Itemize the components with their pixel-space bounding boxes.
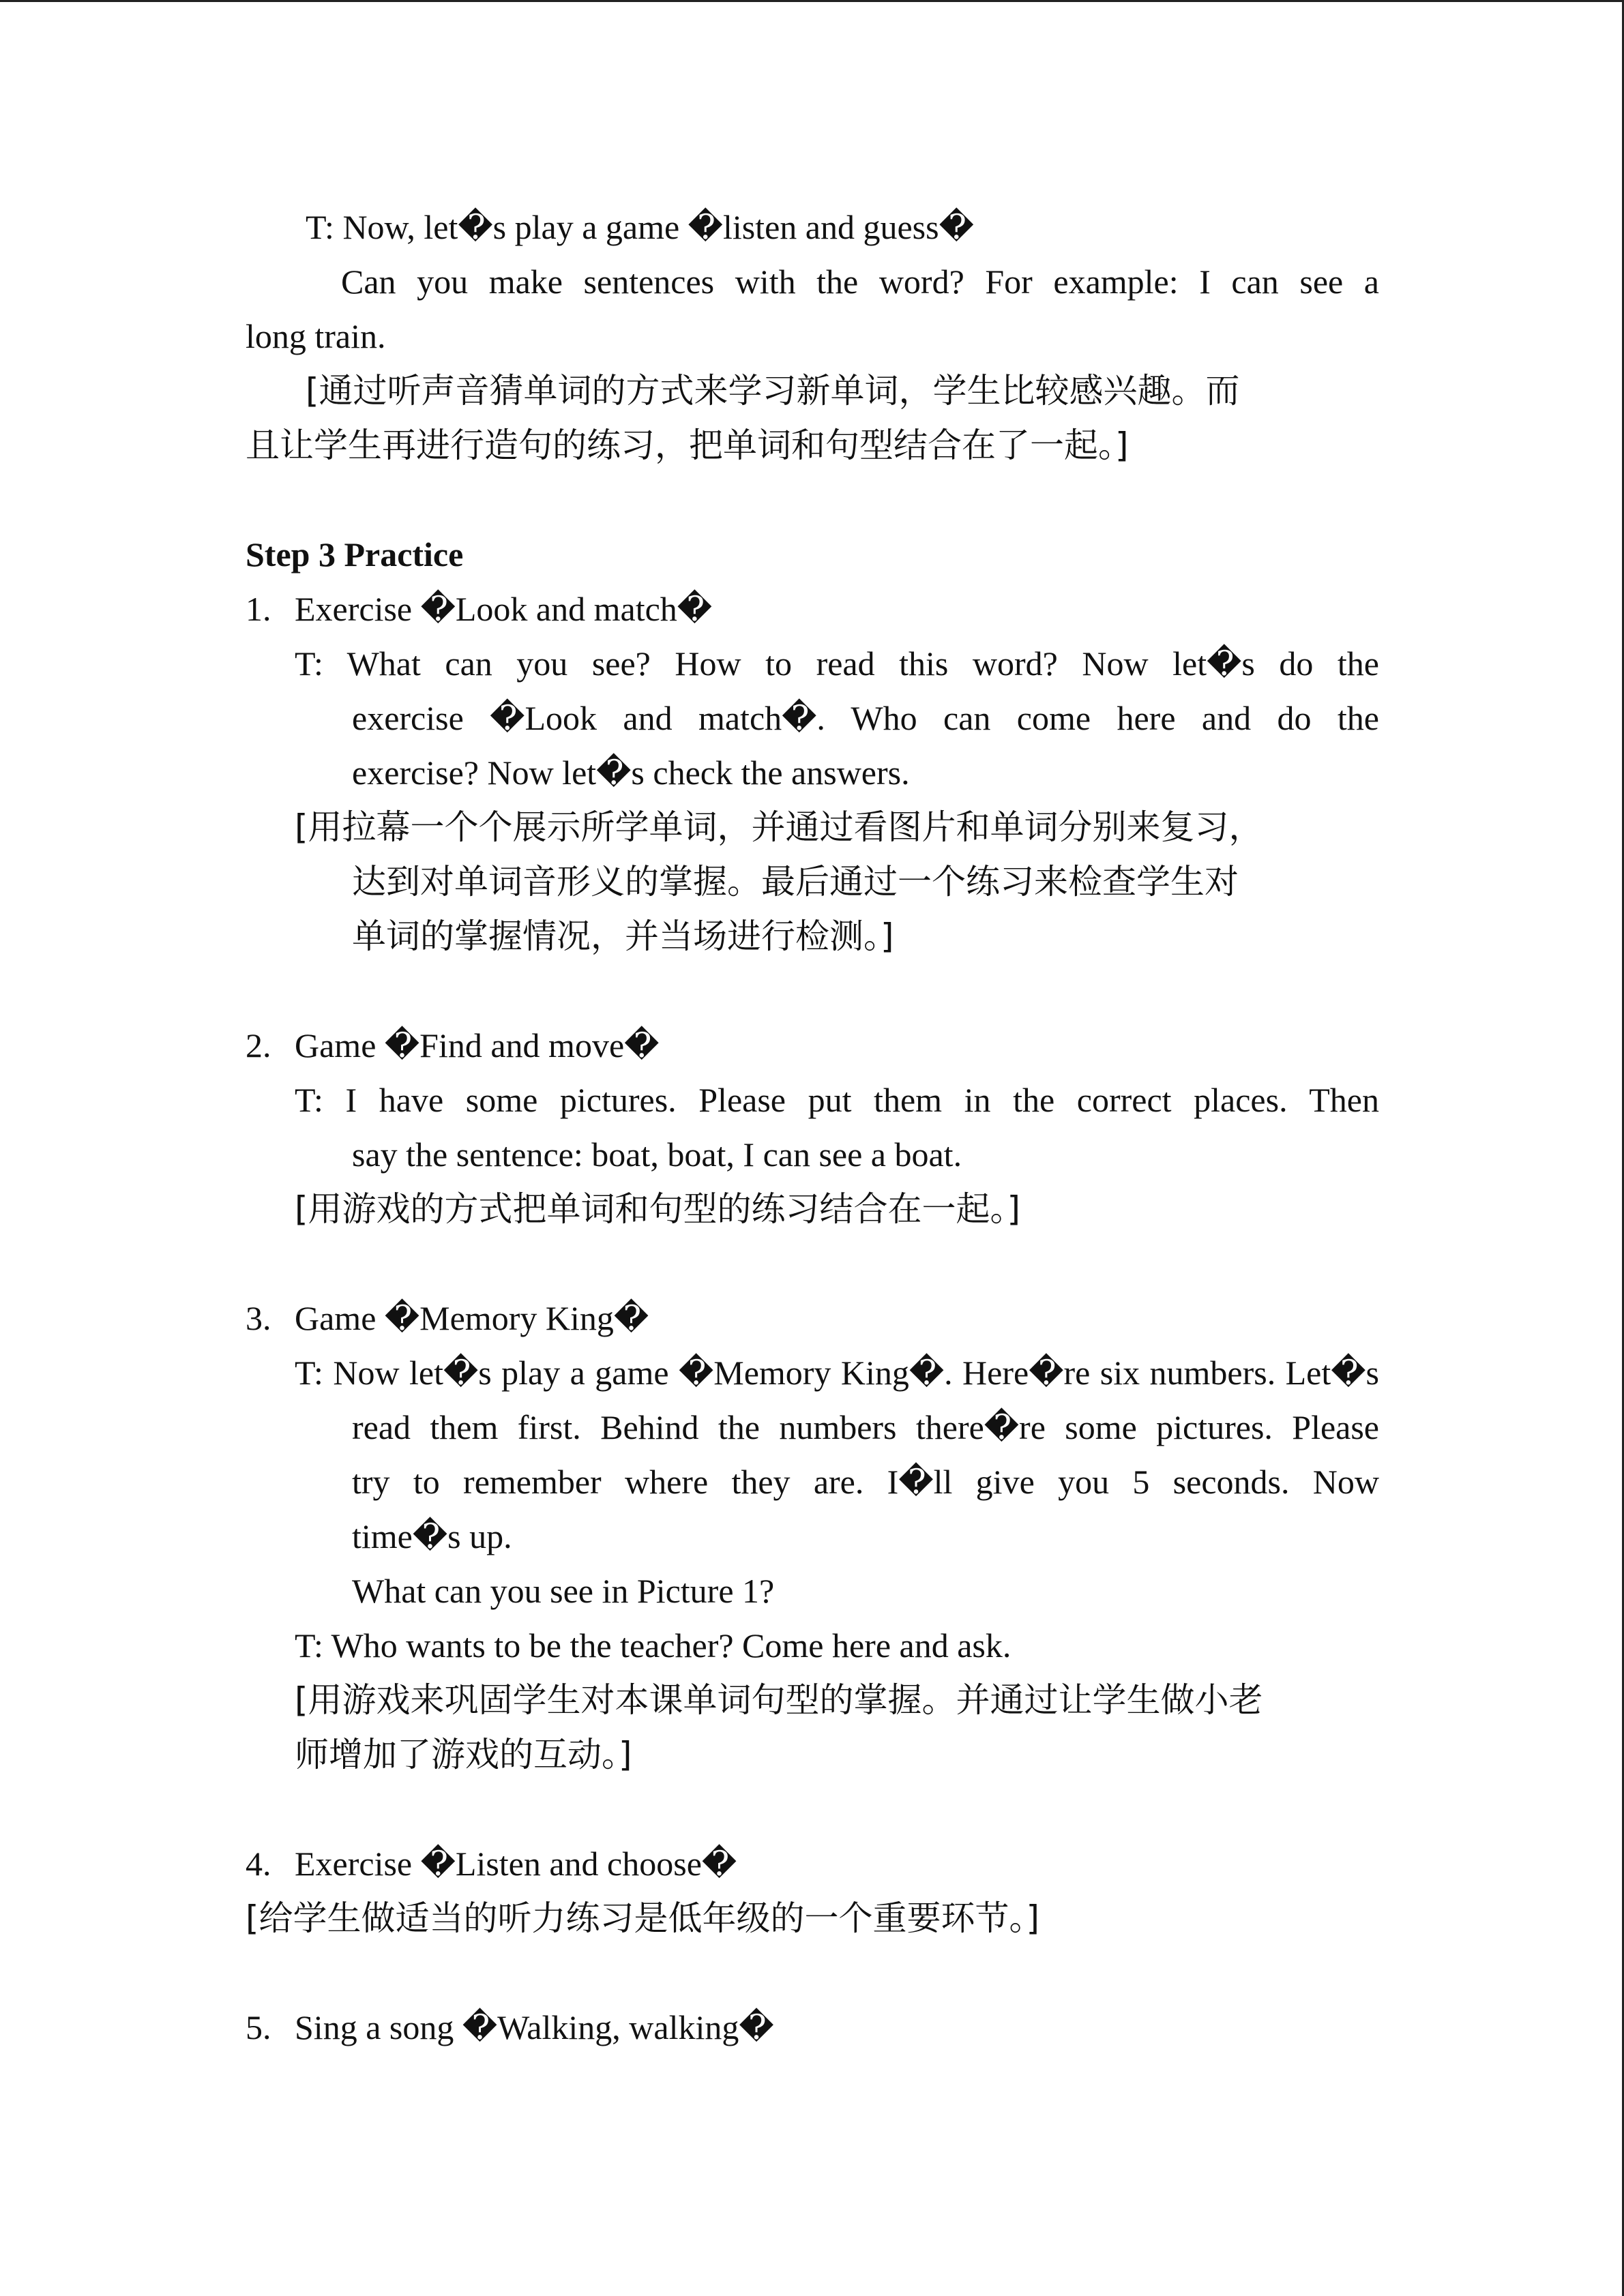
spacer — [246, 964, 1379, 1018]
teaching-note-line: [给学生做适当的听力练习是低年级的一个重要环节。] — [246, 1898, 1040, 1938]
teacher-line: read them first. Behind the numbers there�re some pictures. Please — [352, 1408, 1379, 1446]
spacer — [246, 1782, 1379, 1836]
teacher-line: T: Now let�s play a game �Memory King�. Here�re six numbers. Let�s — [295, 1354, 1379, 1392]
list-item-number: 2. — [246, 1026, 271, 1064]
teaching-note-line: 且让学生再进行造句的练习，把单词和句型结合在了一起。] — [246, 426, 1129, 465]
teaching-note-line: [用游戏来巩固学生对本课单词句型的掌握。并通过让学生做小老 — [295, 1680, 1263, 1720]
teacher-line-listen-and-guess: T: Now, let�s play a game �listen and guess� — [306, 208, 974, 246]
teacher-line: What can you see in Picture 1? — [352, 1572, 775, 1610]
list-item-number: 5. — [246, 2008, 271, 2046]
list-item-number: 4. — [246, 1845, 271, 1883]
teacher-line: exercise �Look and match�. Who can come here and do the — [352, 699, 1379, 737]
spacer — [246, 473, 1379, 527]
document-body — [246, 200, 1379, 2055]
teacher-line: say the sentence: boat, boat, I can see a boat. — [352, 1135, 962, 1174]
list-item-number: 3. — [246, 1299, 271, 1337]
teaching-note-line: 师增加了游戏的互动。] — [295, 1735, 632, 1774]
list-item-title — [246, 1836, 1379, 1891]
list-item-title — [246, 1291, 1379, 1345]
list-item-label: Exercise �Look and match� — [295, 590, 713, 628]
teaching-note-line: 单词的掌握情况，并当场进行检测。] — [352, 916, 894, 956]
teacher-line: T: What can you see? How to read this word? Now let�s do the — [295, 644, 1379, 683]
spacer — [246, 1945, 1379, 2000]
list-item-label: Sing a song �Walking, walking� — [295, 2008, 774, 2046]
list-item-title — [246, 582, 1379, 636]
teaching-note-line: 达到对单词音形义的掌握。最后通过一个练习来检查学生对 — [352, 862, 1239, 901]
section-heading-step3: Step 3 Practice — [246, 535, 464, 573]
list-item-title — [246, 2000, 1379, 2055]
list-item-label: Game �Memory King� — [295, 1299, 649, 1337]
sentence-example-line-end: long train. — [246, 317, 386, 355]
spacer — [246, 1236, 1379, 1291]
list-item-title — [246, 1018, 1379, 1073]
teaching-note-line: [用游戏的方式把单词和句型的练习结合在一起。] — [295, 1189, 1021, 1229]
list-item-number: 1. — [246, 590, 271, 628]
teacher-line: T: I have some pictures. Please put them in the correct places. Then — [295, 1081, 1379, 1119]
sentence-example-line: Can you make sentences with the word? For example: I can see a — [341, 263, 1379, 301]
teacher-line: time�s up. — [352, 1517, 512, 1555]
teacher-line: T: Who wants to be the teacher? Come here and ask. — [295, 1626, 1012, 1665]
list-item-label: Exercise �Listen and choose� — [295, 1845, 737, 1883]
list-item-label: Game �Find and move� — [295, 1026, 660, 1064]
teaching-note-line: [通过听声音猜单词的方式来学习新单词，学生比较感兴趣。而 — [306, 371, 1240, 411]
teaching-note-line: [用拉幕一个个展示所学单词，并通过看图片和单词分别来复习， — [295, 807, 1263, 847]
teacher-line: try to remember where they are. I�ll give you 5 seconds. Now — [352, 1463, 1379, 1501]
teacher-line: exercise? Now let�s check the answers. — [352, 754, 910, 792]
